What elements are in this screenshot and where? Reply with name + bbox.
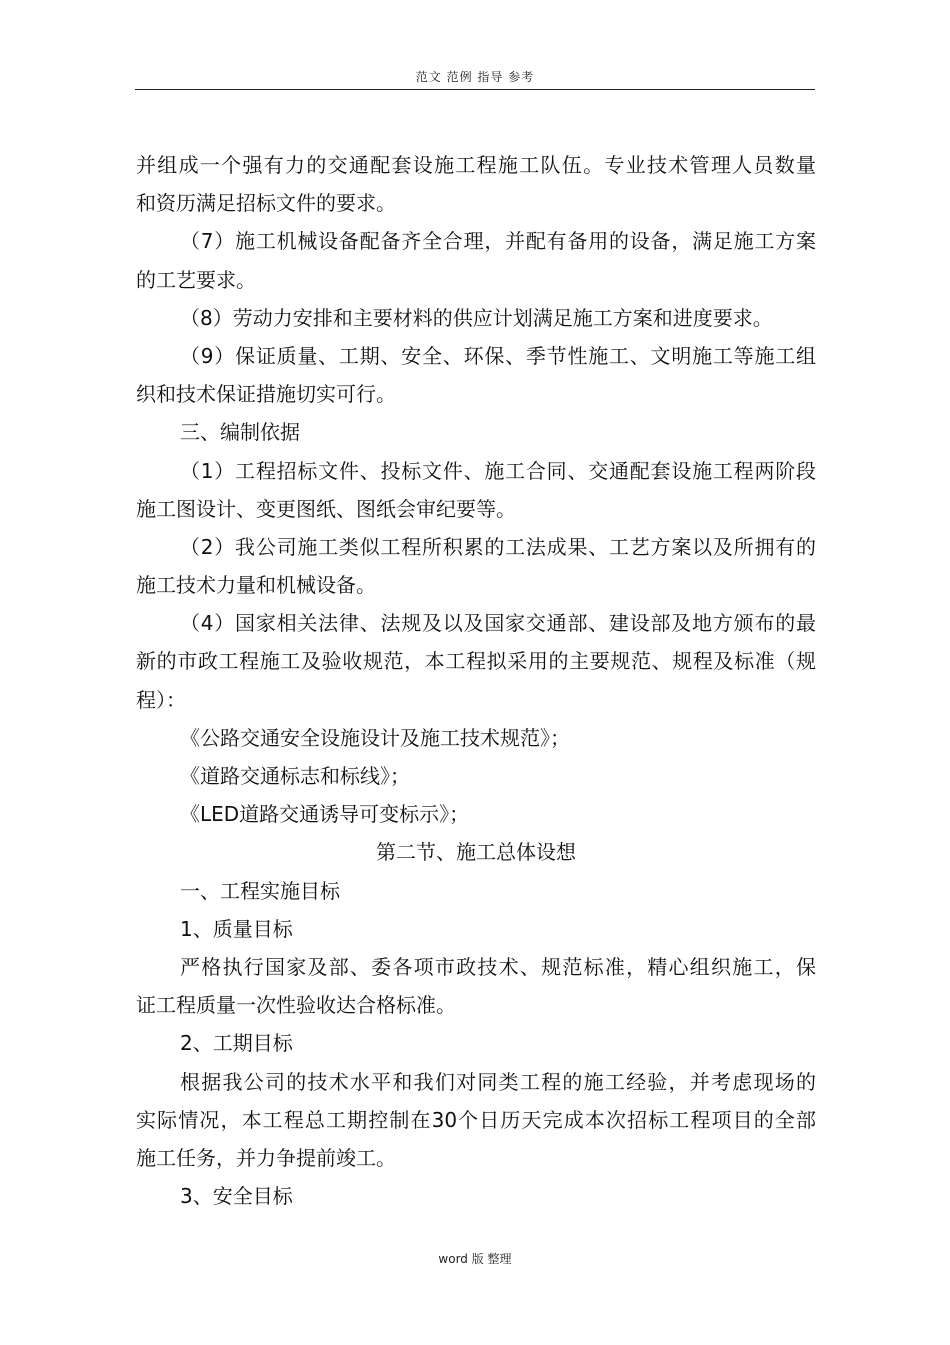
standard-item: 《道路交通标志和标线》； <box>180 764 410 788</box>
paragraph-line: 根据我公司的技术水平和我们对同类工程的施工经验，并考虑现场的 <box>180 1069 816 1094</box>
standard-item: 《LED道路交通诱导可变标示》； <box>180 802 470 827</box>
page-header: 范文 范例 指导 参考 <box>415 70 535 84</box>
paragraph-line: 实际情况，本工程总工期控制在30个日历天完成本次招标工程项目的全部 <box>136 1107 816 1132</box>
paragraph-line: 程）： <box>136 687 186 712</box>
paragraph-line: 和资历满足招标文件的要求。 <box>136 191 396 216</box>
header-divider <box>135 89 815 90</box>
subsection-heading: 3、安全目标 <box>180 1184 293 1209</box>
paragraph-line: 施工任务，并力争提前竣工。 <box>136 1145 396 1170</box>
page-footer: word 版 整理 <box>438 1252 512 1266</box>
paragraph-line: 施工技术力量和机械设备。 <box>136 573 376 598</box>
section-heading: 一、工程实施目标 <box>180 878 340 903</box>
paragraph-line: 新的市政工程施工及验收规范，本工程拟采用的主要规范、规程及标准（规 <box>136 649 816 674</box>
paragraph-line: （2）我公司施工类似工程所积累的工法成果、工艺方案以及所拥有的 <box>180 534 816 559</box>
paragraph-line: （8）劳动力安排和主要材料的供应计划满足施工方案和进度要求。 <box>180 305 773 330</box>
paragraph-line: 证工程质量一次性验收达合格标准。 <box>136 993 456 1018</box>
paragraph-line: 的工艺要求。 <box>136 267 256 292</box>
section-title: 第二节、施工总体设想 <box>376 840 576 865</box>
document-body <box>136 146 816 1215</box>
section-heading: 三、编制依据 <box>180 420 300 445</box>
paragraph-line: 施工图设计、变更图纸、图纸会审纪要等。 <box>136 496 516 521</box>
paragraph-line: （4）国家相关法律、法规及以及国家交通部、建设部及地方颁布的最 <box>180 611 816 636</box>
paragraph-line: 严格执行国家及部、委各项市政技术、规范标准，精心组织施工，保 <box>180 954 816 979</box>
paragraph-line: （7）施工机械设备配备齐全合理，并配有备用的设备，满足施工方案 <box>180 229 816 254</box>
subsection-heading: 2、工期目标 <box>180 1031 293 1056</box>
standard-item: 《公路交通安全设施设计及施工技术规范》； <box>180 725 570 750</box>
subsection-heading: 1、质量目标 <box>180 916 293 941</box>
paragraph-line: 并组成一个强有力的交通配套设施工程施工队伍。专业技术管理人员数量 <box>136 153 816 177</box>
paragraph-line: （1）工程招标文件、投标文件、施工合同、交通配套设施工程两阶段 <box>180 458 816 483</box>
paragraph-line: 织和技术保证措施切实可行。 <box>136 382 396 407</box>
paragraph-line: （9）保证质量、工期、安全、环保、季节性施工、文明施工等施工组 <box>180 343 816 368</box>
